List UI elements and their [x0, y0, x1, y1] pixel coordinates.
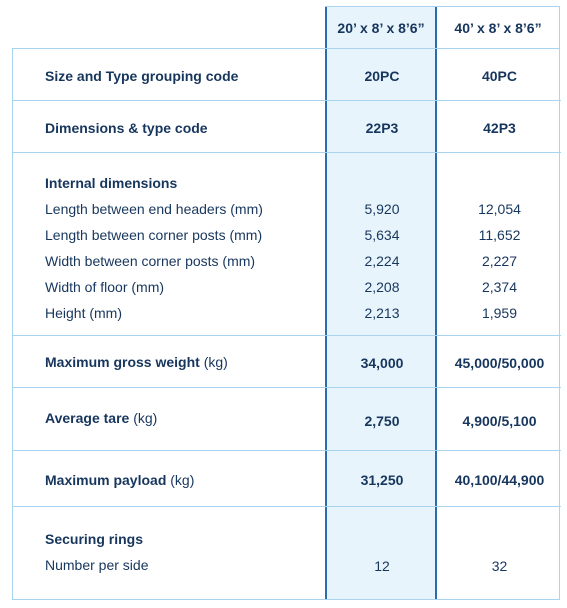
cell-40ft: 12,054 — [478, 201, 521, 217]
row-label-main: Maximum payload — [45, 472, 167, 488]
cell-40ft: 1,959 — [481, 305, 518, 321]
cell-20ft: 5,920 — [364, 201, 400, 217]
cell-20ft: 2,213 — [364, 305, 400, 321]
cell-20ft: 22P3 — [365, 120, 399, 136]
row-label-unit: (kg) — [129, 410, 158, 426]
column-header-20ft: 20’ x 8’ x 8’6” — [325, 6, 437, 49]
row-label: Width between corner posts (mm) — [45, 253, 256, 269]
row-label — [45, 354, 228, 370]
row-label: Dimensions & type code — [45, 120, 208, 136]
cell-40ft: 2,227 — [481, 253, 518, 269]
container-spec-table — [12, 6, 560, 600]
column-header-40ft: 40’ x 8’ x 8’6” — [437, 6, 560, 48]
cell-20ft: 2,750 — [364, 413, 400, 429]
cell-20ft: 34,000 — [360, 355, 404, 371]
cell-20ft: 31,250 — [360, 472, 404, 488]
table-row — [13, 100, 561, 152]
cell-40ft: 40PC — [481, 68, 518, 84]
table-row — [13, 49, 561, 100]
row-label — [45, 410, 157, 426]
row-label-main: Average tare — [45, 410, 130, 426]
row-label — [45, 472, 194, 488]
cell-20ft: 12 — [374, 558, 390, 574]
row-label: Length between end headers (mm) — [45, 201, 263, 217]
section-heading: Internal dimensions — [45, 175, 178, 191]
table-body — [12, 48, 560, 600]
row-label: Height (mm) — [45, 305, 123, 321]
cell-40ft: 11,652 — [478, 227, 521, 243]
table-row — [13, 450, 561, 506]
row-label: Size and Type grouping code — [45, 68, 239, 84]
cell-40ft: 2,374 — [481, 279, 518, 295]
cell-40ft: 45,000/50,000 — [454, 355, 545, 371]
header-row — [12, 6, 560, 48]
row-label: Length between corner posts (mm) — [45, 227, 263, 243]
row-label: Width of floor (mm) — [45, 279, 165, 295]
securing-rings-section — [13, 506, 561, 600]
table-row — [13, 387, 561, 450]
cell-40ft: 32 — [491, 558, 508, 574]
cell-20ft: 20PC — [364, 68, 400, 84]
cell-20ft: 2,208 — [364, 279, 400, 295]
internal-dimensions-section — [13, 152, 561, 335]
table-row — [13, 335, 561, 387]
row-label-main: Maximum gross weight — [45, 354, 200, 370]
cell-20ft: 5,634 — [364, 227, 400, 243]
row-label-unit: (kg) — [166, 472, 195, 488]
cell-40ft: 40,100/44,900 — [454, 472, 545, 488]
cell-20ft: 2,224 — [364, 253, 400, 269]
row-label-unit: (kg) — [199, 354, 228, 370]
cell-40ft: 4,900/5,100 — [462, 413, 537, 429]
cell-40ft: 42P3 — [483, 120, 516, 136]
section-heading: Securing rings — [45, 531, 144, 547]
row-label: Number per side — [45, 557, 149, 573]
